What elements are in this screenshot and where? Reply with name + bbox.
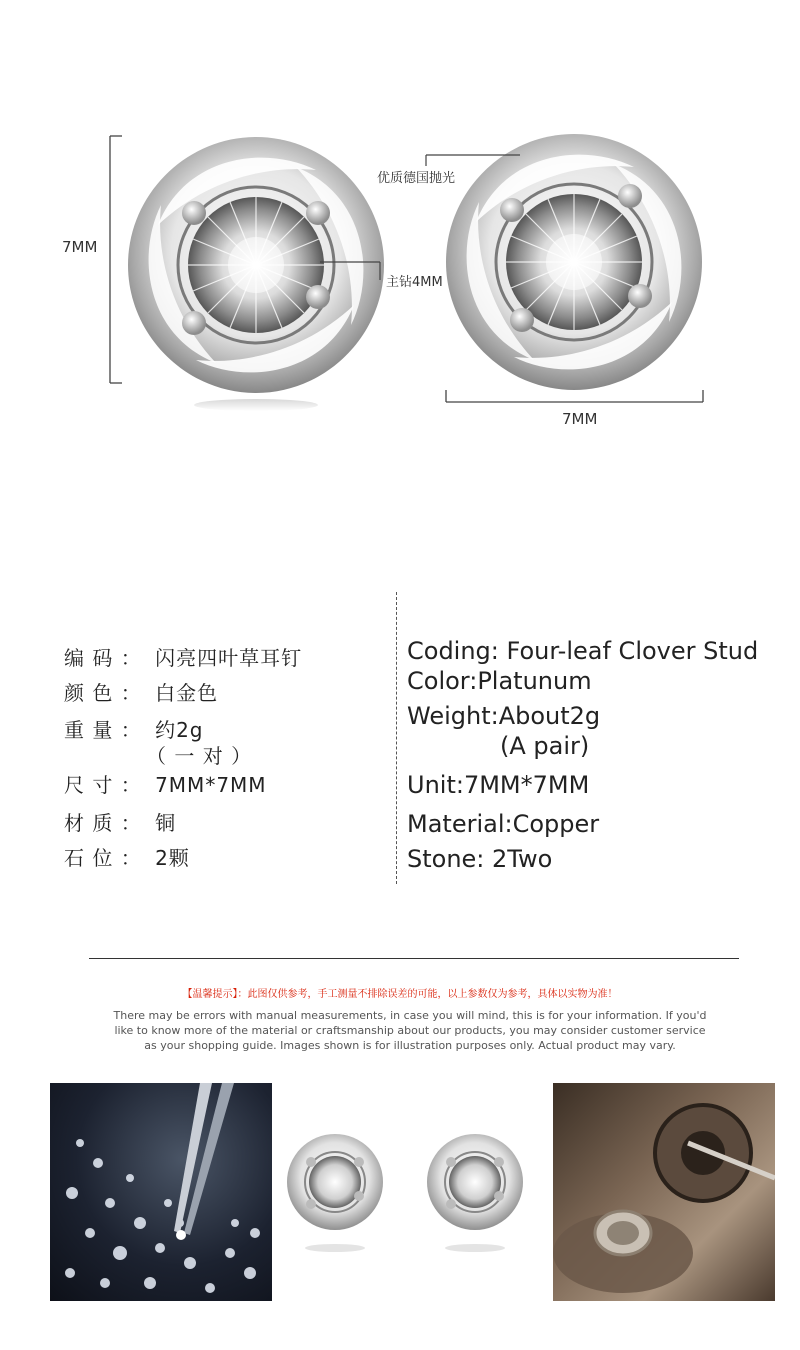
right-earring-image: [446, 134, 702, 390]
section-divider: [89, 958, 739, 959]
spec-cn-label: 材 质 ：: [64, 811, 142, 835]
spec-en-material: Material:Copper: [407, 810, 600, 838]
spec-en-stone: Stone: 2Two: [407, 845, 553, 873]
warning-notice: 【温馨提示】：此图仅供参考，手工测量不排除误差的可能，以上参数仅为参考，具体以实物为准！: [182, 989, 618, 1000]
disclaimer-text: There may be errors with manual measurements, in case you will mind, this is for your information. If you'd like to know more of the material or craftsmanship about our products, you may consider customer service as your shopping guide. Images shown is for illustration purposes only. Actual product may vary.: [113, 1009, 707, 1052]
spec-en-unit: Unit:7MM*7MM: [407, 771, 590, 799]
diamonds-tweezers-photo: [50, 1083, 272, 1301]
earring-diagram-svg: [0, 0, 800, 460]
spec-cn-value: 铜: [155, 811, 177, 835]
spec-cn-value: （ 一 对 ）: [146, 744, 253, 768]
spec-cn-value: 7MM*7MM: [155, 773, 267, 797]
earrings-pair-photo: [285, 1120, 535, 1320]
height-label: 7MM: [62, 238, 98, 256]
spec-cn-value: 白金色: [155, 681, 219, 705]
spec-cn-coding: [64, 642, 302, 671]
main-stone-label: 主钻4MM: [386, 275, 443, 290]
spec-cn-pair: [146, 740, 252, 769]
spec-cn-label: 编 码 ：: [64, 646, 142, 670]
spec-cn-label: 尺 寸 ：: [64, 773, 142, 797]
height-dimension-line: [110, 136, 122, 383]
craftsmanship-photo: [553, 1083, 775, 1301]
spec-en-pair: (A pair): [500, 732, 590, 760]
left-earring-image: [128, 137, 384, 393]
width-dimension-line: [446, 390, 703, 402]
spec-en-coding: Coding: Four-leaf Clover Stud: [407, 637, 759, 665]
spec-cn-value: 闪亮四叶草耳钉: [155, 646, 303, 670]
spec-cn-material: [64, 807, 176, 836]
spec-cn-size: [64, 769, 267, 798]
spec-cn-label: 颜 色 ：: [64, 681, 142, 705]
spec-cn-stones: [64, 842, 190, 871]
spec-cn-label: 重 量 ：: [64, 718, 142, 742]
spec-cn-color: [64, 677, 218, 706]
spec-cn-value: 约2g: [155, 718, 204, 742]
polish-label: 优质德国抛光: [377, 171, 456, 186]
spec-en-weight: Weight:About2g: [407, 702, 601, 730]
specs-divider: [396, 592, 397, 884]
spec-cn-value: 2颗: [155, 846, 190, 870]
dimension-diagram: [0, 0, 800, 460]
width-label: 7MM: [562, 410, 598, 428]
spec-cn-label: 石 位 ：: [64, 846, 142, 870]
spec-en-color: Color:Platunum: [407, 667, 592, 695]
spec-cn-weight: [64, 714, 204, 743]
